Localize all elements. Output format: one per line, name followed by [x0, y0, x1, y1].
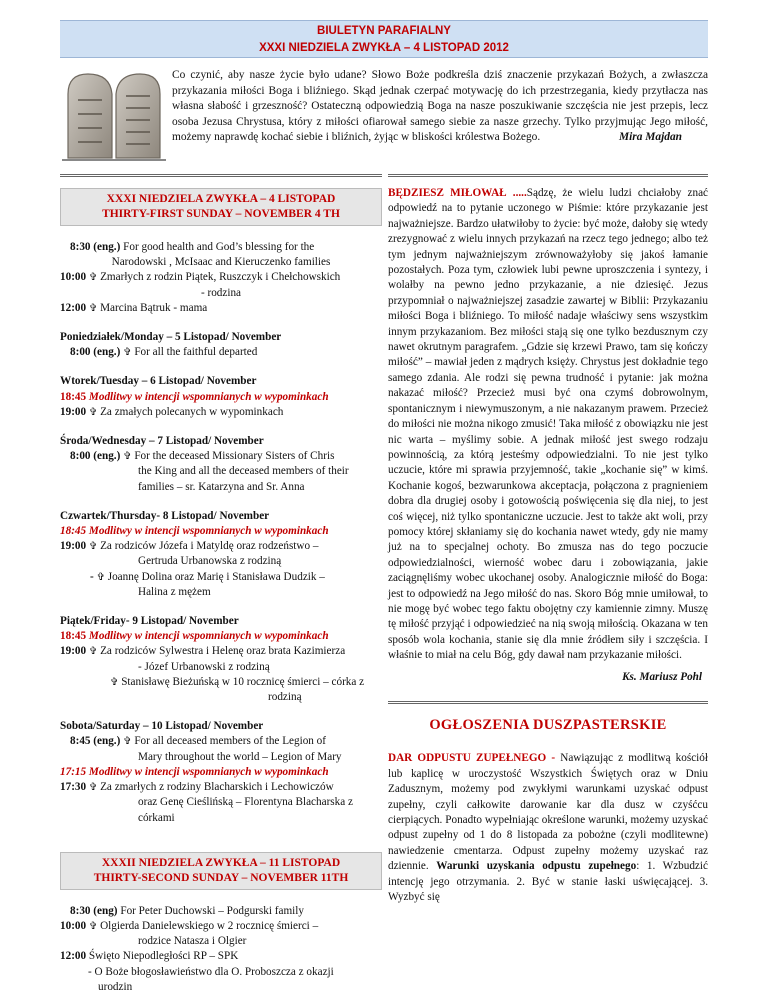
bulletin-banner: [60, 20, 708, 58]
cross-icon: ✞: [88, 272, 98, 284]
saturday-entry-2-cont2: córkami: [138, 811, 175, 824]
friday-heading: Piątek/Friday- 9 Listopad/ November: [60, 615, 239, 628]
friday-entry-2: ✞ Stanisławę Bieżuńską w 10 rocznicę śmierci – córka z: [110, 675, 365, 688]
week1-title-pl: XXXI NIEDZIELA ZWYKŁA – 4 LISTOPAD: [106, 193, 336, 205]
cross-icon: ✞: [88, 920, 98, 932]
week1-title-en: THIRTY-FIRST SUNDAY – NOVEMBER 4 TH: [102, 208, 340, 220]
wednesday-entry-cont1: the King and all the deceased members of their: [138, 465, 349, 478]
sunday-entry-2-cont: - rodzina: [200, 286, 242, 299]
monday-heading: Poniedziałek/Monday – 5 Listopad/ November: [60, 331, 282, 344]
cross-icon: ✞: [123, 347, 132, 359]
week2-title-pl: XXXII NIEDZIELA ZWYKŁA – 11 LISTOPAD: [101, 856, 341, 869]
divider-mid: [388, 701, 708, 704]
article-column: [388, 186, 708, 905]
saturday-entry-1: 8:45 (eng.) ✞ For all deceased members of the Legion of: [70, 735, 327, 748]
saturday-entry-2: 17:30 ✞ Za zmarłych z rodziny Blacharskich i Lechowiczów: [60, 781, 334, 794]
week2-entry-1: 8:30 (eng) For Peter Duchowski – Podgurski family: [70, 904, 304, 917]
divider-left: [60, 174, 382, 177]
week2-entry-2-cont: rodzice Natasza i Olgier: [138, 935, 247, 948]
cross-icon: ✞: [88, 302, 98, 314]
thursday-prayer: 18:45 Modlitwy w intencji wspomnianych w wypominkach: [60, 525, 329, 538]
week2-entry-3-cont1: - O Boże błogosławieństwo dla O. Proboszcza z okazji: [88, 965, 334, 978]
cross-icon: ✞: [88, 782, 98, 794]
saturday-entry-2-cont1: oraz Genę Cieślińską – Florentyna Blacharska z: [138, 796, 353, 809]
tuesday-prayer: 18:45 Modlitwy w intencji wspomnianych w wypominkach: [60, 390, 329, 403]
monday-entry: 8:00 (eng.) ✞ For all the faithful departed: [70, 346, 258, 359]
mass-schedule-column: [60, 186, 382, 995]
article-body: [388, 186, 708, 664]
wednesday-entry-cont2: families – sr. Katarzyna and Sr. Anna: [138, 480, 305, 493]
sunday-entry-3: 12:00 ✞ Marcina Bątruk - mama: [60, 301, 208, 314]
friday-entry-1: 19:00 ✞ Za rodziców Sylwestra i Helenę oraz brata Kazimierza: [60, 645, 346, 658]
week1-header: [60, 188, 382, 226]
sunday-entry-2: 10:00 ✞ Zmarłych z rodzin Piątek, Ruszczyk i Chełchowskich: [60, 271, 341, 284]
announcements-title: OGŁOSZENIA DUSZPASTERSKIE: [429, 717, 667, 733]
week2-entry-3: 12:00 Święto Niepodległości RP – SPK: [60, 950, 239, 963]
divider-right: [388, 174, 708, 177]
saturday-entry-1-cont: Mary throughout the world – Legion of Mary: [138, 750, 342, 763]
intro-author: Mira Majdan: [619, 131, 682, 144]
article-title: BĘDZIESZ MIŁOWAŁ .....: [388, 187, 527, 199]
thursday-entry-1-cont: Gertruda Urbanowska z rodziną: [138, 555, 282, 568]
announcement-lead: DAR ODPUSTU ZUPEŁNEGO -: [388, 752, 556, 765]
week2-header: [60, 852, 382, 890]
commandment-tablets-image: [60, 70, 168, 162]
article-author: Ks. Mariusz Pohl: [622, 670, 702, 683]
announcement-conditions-text: : 1. Wzbudzić intencję jego otrzymania. 2. Być w stanie łaski uświęcającej. 3. Wyzbyć się: [388, 860, 708, 904]
thursday-entry-1: 19:00 ✞ Za rodziców Józefa i Matyldę oraz rodzeństwo –: [60, 540, 319, 553]
saturday-prayer: 17:15 Modlitwy w intencji wspomnianych w wypominkach: [60, 765, 329, 778]
cross-icon: ✞: [88, 406, 98, 418]
bulletin-title: BIULETYN PARAFIALNY: [317, 25, 451, 37]
intro-paragraph: [172, 68, 708, 146]
announcement-indulgence: [388, 751, 708, 905]
thursday-entry-2-cont: Halina z mężem: [138, 585, 211, 598]
wednesday-entry: 8:00 (eng.) ✞ For the deceased Missionary Sisters of Chris: [70, 450, 335, 463]
friday-prayer: 18:45 Modlitwy w intencji wspomnianych w wypominkach: [60, 630, 329, 643]
friday-entry-1-cont: - Józef Urbanowski z rodziną: [138, 660, 270, 673]
cross-icon: ✞: [96, 571, 105, 583]
thursday-heading: Czwartek/Thursday- 8 Listopad/ November: [60, 509, 270, 522]
saturday-heading: Sobota/Saturday – 10 Listopad/ November: [60, 720, 264, 733]
sunday-entry-1: 8:30 (eng.) For good health and God’s blessing for the: [70, 241, 315, 253]
cross-icon: ✞: [88, 646, 98, 658]
friday-entry-2-cont: rodziną: [268, 691, 302, 704]
cross-icon: ✞: [123, 451, 132, 463]
wednesday-heading: Środa/Wednesday – 7 Listopad/ November: [60, 435, 264, 448]
week2-entry-3-cont2: urodzin: [98, 980, 133, 993]
week2-title-en: THIRTY-SECOND SUNDAY – NOVEMBER 11TH: [93, 871, 349, 884]
sunday-entry-1-cont: Narodowski , McIsaac and Kieruczenko families: [111, 256, 331, 269]
tuesday-entry: 19:00 ✞ Za zmałych polecanych w wypominkach: [60, 405, 284, 418]
announcement-conditions-label: Warunki uzyskania odpustu zupełnego: [436, 860, 637, 873]
bulletin-date: XXXI NIEDZIELA ZWYKŁA – 4 LISTOPAD 2012: [259, 42, 509, 54]
cross-icon: ✞: [123, 736, 132, 748]
intro-text: Co czynić, aby nasze życie było udane? Słowo Boże podkreśla dziś znaczenie przykazań Bożych, a zwłaszcza przykazania miłości Boga i bliźniego. Skąd jednak czerpać motywację do ich przestrzegania, kiedy przytłacza nas własna słabość i grzeszność? Ostateczną odpowiedzią Boga na nasze poszukiwanie szczęścia nie jest przepis, lecz osoba Jezusa Chrystusa, który z miłości ofiarował samego siebie za nasze grzechy. Tylko przyjmując Jego miłość, możemy naprawdę kochać siebie i bliźnich, żyjąc w bliskości królestwa Bożego.: [172, 69, 708, 144]
article-text: Sądzę, że wielu ludzi chciałoby znać odpowiedź na to pytanie uczonego w Piśmie: które przykazanie jest najważniejsze. Bardzo ułatwiłoby to życie: być może, dałoby się wtedy zrezygnować z wielu innych przykazań na rzecz tego jednego; albo też tym jednym najważniejszym zrównoważyłoby się jakoś łamanie pozostałych. Poza tym, człowiek lubi pewne uproszczenia i syntezy, i wolałby na pewno jedno przykazanie, a nie dziesięć. Jezus przypomniał o najważniejszej zasadzie zawartej w Biblii: Przykazaniu miłości Boga i bliźniego. To miłość nadaje właściwy sens wszystkim innym przykazaniom. Bez miłości stają się one tylko bezdusznym czy nawet okrutnym paragrafem. „Gdzie się krzewi Prawo, tam się kończy miłość” – mawiał jeden z mądrych księży. Chrystus jest dokładnie tego samego zdania. Ale rodzi się pewna trudność i pytanie: jak można nakazać miłość? Przecież musi być ona czymś dobrowolnym, spontanicznym i niewymuszonym, a nie nakazanym prawem. Przecież do miłości nie można nikogo zmusić! Taka miłość z obowiązku nie jest nic warta – myślimy sobie. A jednak miłość jest swego rodzaju powinnością, za którą jesteśmy odpowiedzialni. To nie jest tylko uczucie, które mi sprawia przyjemność, takie „kochanie się” w kimś. Kochanie kogoś, bezwarunkowa akceptacja, połączona z pragnieniem dobra dla drugiej osoby i gotowością poświęcenia się dla niej, to jest coś więcej, niż tylko spontaniczne uczucie. Jest to także akt woli, przy pomocy której skłaniamy się do kochania nawet wtedy, gdy nie mamy już na to specjalnej ochoty. Bo zmusza nas do tego poczucie odpowiedzialności, wierność wobec daru i zobowiązania, jakie zaciągnęliśmy wobec ukochanej osoby. Analogicznie miłość do Boga: jest to odpowiedź na Jego miłość do nas. Skoro Bóg mnie umiłował, to nie mogę być wobec tego faktu obojętny czy kamiennie zimny. Muszę tę miłość przyjąć i odpowiedzieć na nią swoją miłością. Okazana w ten sposób wola kochania, stanie się dla mnie źródłem siły i szczęścia. I właśnie to miał na celu Bóg, gdy dawał nam przykazanie miłości.: [388, 187, 709, 662]
announcement-text: Nawiązując z modlitwą kościół lub kaplicę w uroczystość Wszystkich Świętych oraz w Dniu Zadusznym, możemy pod zwykłymi warunkami uzyskać odpust zupełny, czyli całkowite darowanie kar dla dusz w czyśćcu cierpiących. Ponadto wypełniając określone warunki, możemy uzyskać odpust zupełny od 1 do 8 listopada za pobożne (czyli modlitewne) nawiedzenie cmentarza. Odpust zupełny możemy uzyskać raz dziennie.: [388, 752, 708, 873]
thursday-entry-2: - ✞ Joannę Dolina oraz Marię i Stanisława Dudzik –: [90, 570, 325, 583]
week2-entry-2: 10:00 ✞ Olgierda Danielewskiego w 2 rocznicę śmierci –: [60, 919, 319, 932]
cross-icon: ✞: [110, 676, 119, 688]
tuesday-heading: Wtorek/Tuesday – 6 Listopad/ November: [60, 375, 257, 388]
cross-icon: ✞: [88, 541, 98, 553]
